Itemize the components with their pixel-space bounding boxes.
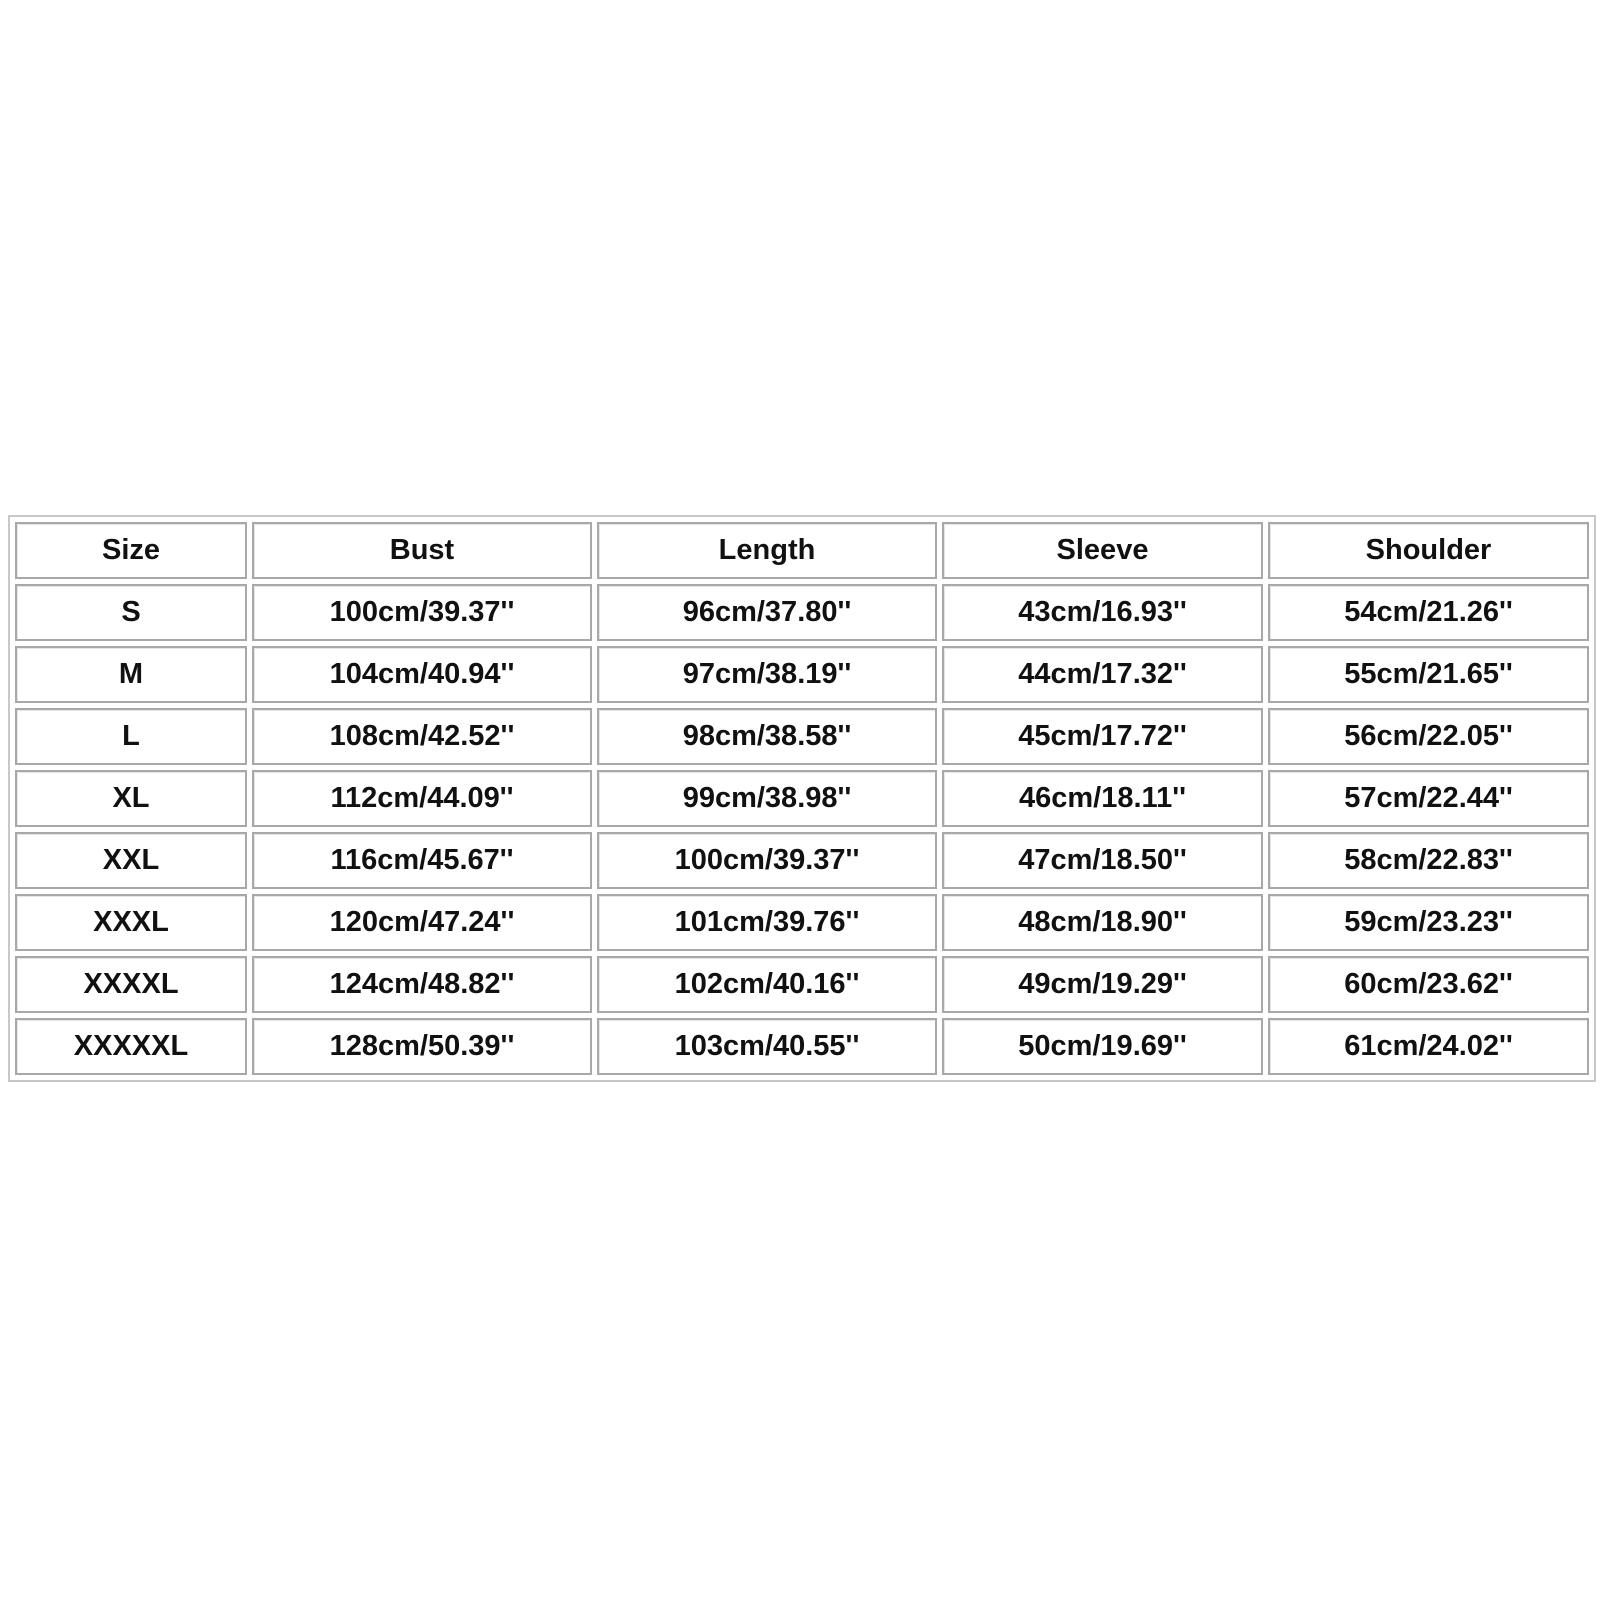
cell-bust: 100cm/39.37'': [252, 584, 592, 641]
cell-length: 103cm/40.55'': [597, 1018, 937, 1075]
table-row: [15, 708, 1589, 765]
table-row: [15, 956, 1589, 1013]
cell-sleeve: 45cm/17.72'': [942, 708, 1263, 765]
table-row: [15, 832, 1589, 889]
cell-shoulder: 59cm/23.23'': [1268, 894, 1589, 951]
cell-size: XXXL: [15, 894, 247, 951]
cell-bust: 124cm/48.82'': [252, 956, 592, 1013]
cell-sleeve: 49cm/19.29'': [942, 956, 1263, 1013]
cell-sleeve: 43cm/16.93'': [942, 584, 1263, 641]
cell-sleeve: 44cm/17.32'': [942, 646, 1263, 703]
cell-size: L: [15, 708, 247, 765]
cell-bust: 112cm/44.09'': [252, 770, 592, 827]
header-sleeve: Sleeve: [942, 522, 1263, 579]
table-row: [15, 894, 1589, 951]
cell-sleeve: 46cm/18.11'': [942, 770, 1263, 827]
header-size: Size: [15, 522, 247, 579]
cell-sleeve: 50cm/19.69'': [942, 1018, 1263, 1075]
cell-size: M: [15, 646, 247, 703]
cell-sleeve: 48cm/18.90'': [942, 894, 1263, 951]
table-row: [15, 646, 1589, 703]
cell-length: 102cm/40.16'': [597, 956, 937, 1013]
cell-length: 101cm/39.76'': [597, 894, 937, 951]
cell-shoulder: 58cm/22.83'': [1268, 832, 1589, 889]
size-chart-table: [8, 515, 1596, 1082]
cell-length: 100cm/39.37'': [597, 832, 937, 889]
cell-size: XXL: [15, 832, 247, 889]
cell-bust: 108cm/42.52'': [252, 708, 592, 765]
cell-size: XL: [15, 770, 247, 827]
table-row: [15, 1018, 1589, 1075]
cell-length: 98cm/38.58'': [597, 708, 937, 765]
cell-length: 96cm/37.80'': [597, 584, 937, 641]
cell-size: XXXXL: [15, 956, 247, 1013]
cell-sleeve: 47cm/18.50'': [942, 832, 1263, 889]
cell-bust: 128cm/50.39'': [252, 1018, 592, 1075]
cell-shoulder: 61cm/24.02'': [1268, 1018, 1589, 1075]
cell-shoulder: 55cm/21.65'': [1268, 646, 1589, 703]
header-bust: Bust: [252, 522, 592, 579]
header-length: Length: [597, 522, 937, 579]
cell-size: S: [15, 584, 247, 641]
cell-bust: 120cm/47.24'': [252, 894, 592, 951]
cell-length: 97cm/38.19'': [597, 646, 937, 703]
cell-shoulder: 60cm/23.62'': [1268, 956, 1589, 1013]
cell-length: 99cm/38.98'': [597, 770, 937, 827]
table-row: [15, 770, 1589, 827]
cell-size: XXXXXL: [15, 1018, 247, 1075]
cell-shoulder: 54cm/21.26'': [1268, 584, 1589, 641]
cell-bust: 104cm/40.94'': [252, 646, 592, 703]
cell-shoulder: 57cm/22.44'': [1268, 770, 1589, 827]
table-row: [15, 584, 1589, 641]
cell-bust: 116cm/45.67'': [252, 832, 592, 889]
header-shoulder: Shoulder: [1268, 522, 1589, 579]
header-row: [15, 522, 1589, 579]
table-header: [15, 522, 1589, 579]
cell-shoulder: 56cm/22.05'': [1268, 708, 1589, 765]
table-body: [15, 584, 1589, 1075]
